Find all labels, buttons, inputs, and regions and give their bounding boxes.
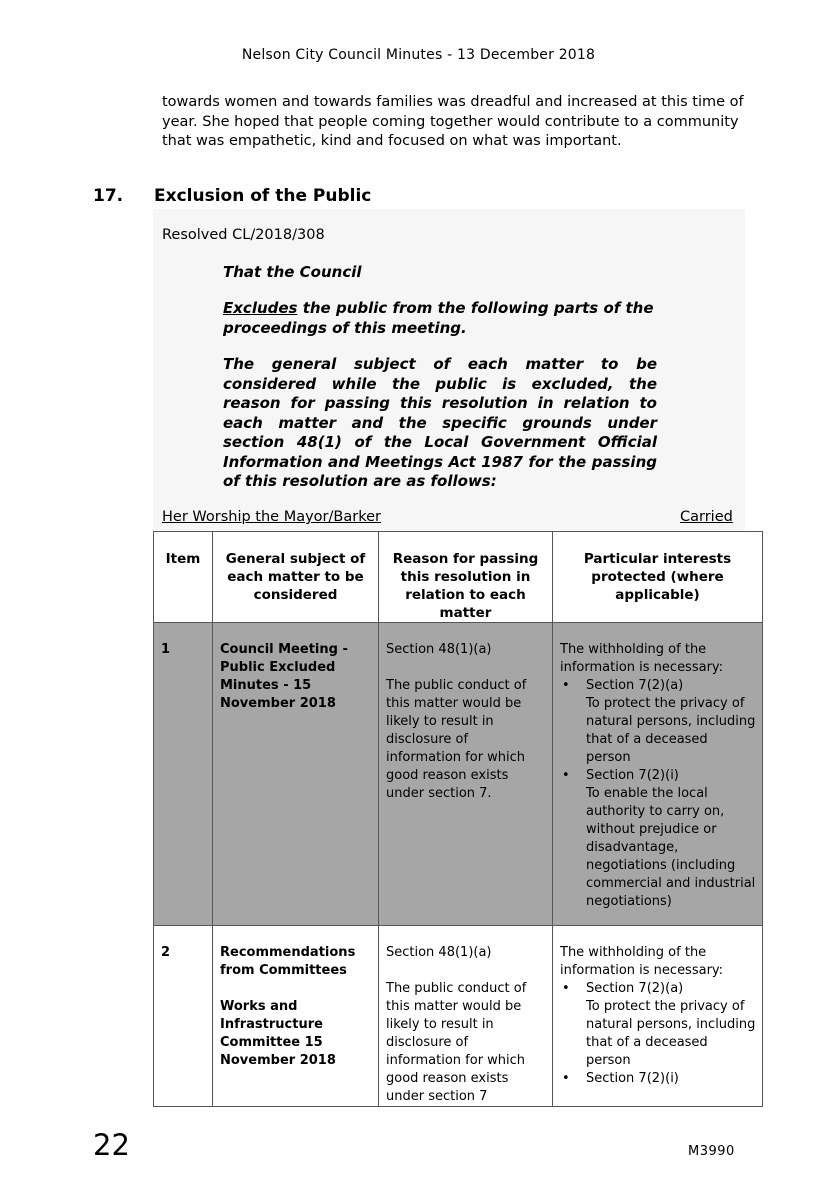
document-code: M3990 [688, 1144, 735, 1159]
resolution-keyword: Excludes [223, 299, 298, 317]
header-reason: Reason for passing this resolution in relation to each matter [379, 532, 553, 623]
reason-section: Section 48(1)(a) [386, 642, 492, 657]
reason-text: The public conduct of this matter would be likely to result in disclosure of information for which good reason exists under section 7 [386, 981, 527, 1104]
reason-text: The public conduct of this matter would be likely to result in disclosure of information for which good reason exists under section 7. [386, 678, 527, 801]
interest-section: Section 7(2)(a) [586, 678, 684, 693]
row-interests [553, 926, 762, 1088]
interest-text: To enable the local authority to carry on, without prejudice or disadvantage, negotiations (including commercial and industrial negotiations) [586, 786, 756, 909]
bullet-icon: • [562, 1071, 570, 1086]
table-row [154, 623, 763, 926]
header-item: Item [154, 532, 213, 623]
reason-section: Section 48(1)(a) [386, 945, 492, 960]
row-reason [379, 623, 552, 803]
interest-section: Section 7(2)(a) [586, 981, 684, 996]
header-subject: General subject of each matter to be considered [213, 532, 379, 623]
interest-section: Section 7(2)(i) [586, 1071, 679, 1086]
resolution-clause [223, 299, 657, 338]
interests-intro: The withholding of the information is necessary: [560, 945, 724, 978]
row-interests [553, 623, 762, 911]
interest-text: To protect the privacy of natural persons, including that of a deceased person [586, 696, 756, 765]
list-item [560, 980, 756, 1070]
page-number: 22 [93, 1128, 130, 1162]
resolution-status: Carried [680, 509, 733, 525]
list-item [560, 767, 756, 911]
row-subject: Council Meeting - Public Excluded Minutes - 15 November 2018 [220, 642, 348, 711]
table-row [154, 926, 763, 1107]
public-excluded-table [153, 531, 763, 1107]
interests-intro: The withholding of the information is necessary: [560, 642, 724, 675]
row-reason [379, 926, 552, 1106]
resolution-mover: Her Worship the Mayor/Barker [162, 509, 381, 525]
bullet-icon: • [562, 981, 570, 996]
row-subject [213, 926, 378, 1070]
row-item-number: 2 [161, 945, 171, 960]
list-item [560, 1070, 756, 1088]
intro-paragraph: towards women and towards families was dreadful and increased at this time of year. She hoped that people coming together would contribute to a community that was empathetic, kind and focused on what was important. [162, 94, 744, 149]
list-item [560, 677, 756, 767]
interest-text: To protect the privacy of natural persons, including that of a deceased person [586, 999, 756, 1068]
bullet-icon: • [562, 768, 570, 783]
subject-line: Recommendations from Committees [220, 945, 356, 978]
page-header: Nelson City Council Minutes - 13 December 2018 [241, 47, 596, 63]
bullet-icon: • [562, 678, 570, 693]
row-item-number: 1 [161, 642, 171, 657]
resolution-grounds: The general subject of each matter to be considered while the public is excluded, the reason for passing this resolution in relation to each matter and the specific grounds under section 48(1) of the Local Government Official Information and Meetings Act 1987 for the passing of this resolution are as follows: [223, 355, 657, 490]
resolution-clause-text: the public from the following parts of the proceedings of this meeting. [223, 299, 654, 337]
header-interests: Particular interests protected (where applicable) [553, 532, 763, 623]
subject-line: Works and Infrastructure Committee 15 November 2018 [220, 999, 336, 1068]
interest-section: Section 7(2)(i) [586, 768, 679, 783]
table-header-row [154, 532, 763, 623]
resolution-id: Resolved CL/2018/308 [162, 227, 325, 243]
section-title: Exclusion of the Public [154, 186, 372, 206]
section-number: 17. [93, 186, 124, 206]
resolution-opening: That the Council [223, 263, 362, 281]
